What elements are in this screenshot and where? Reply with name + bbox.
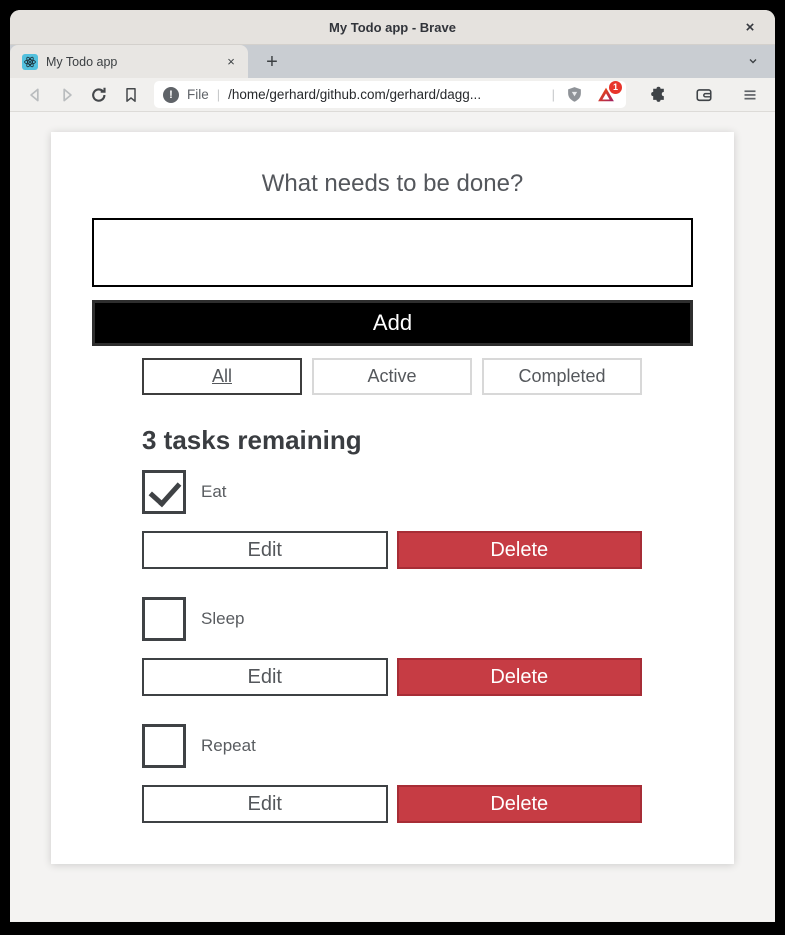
task-checkbox[interactable] bbox=[142, 724, 186, 768]
menu-hamburger-icon[interactable] bbox=[737, 82, 763, 108]
wallet-icon[interactable] bbox=[691, 82, 717, 108]
browser-window bbox=[10, 10, 775, 922]
window-title: My Todo app - Brave bbox=[329, 19, 456, 35]
toolbar-right-icons bbox=[645, 82, 763, 108]
edit-button[interactable]: Edit bbox=[142, 658, 388, 696]
task-row-repeat bbox=[142, 724, 642, 768]
site-info-icon[interactable]: ! bbox=[163, 87, 179, 103]
address-bar[interactable] bbox=[154, 81, 626, 108]
brave-shield-icon[interactable] bbox=[563, 84, 585, 106]
rewards-count-badge: 1 bbox=[609, 81, 622, 94]
new-tab-button[interactable]: + bbox=[266, 50, 278, 73]
tab-title: My Todo app bbox=[46, 54, 118, 69]
todo-app-card bbox=[51, 132, 734, 864]
page-viewport bbox=[10, 112, 775, 921]
tab-search-chevron-icon[interactable] bbox=[743, 51, 763, 71]
task-list-area bbox=[51, 358, 734, 823]
filter-active-button[interactable]: Active bbox=[312, 358, 472, 395]
task-label: Repeat bbox=[201, 736, 256, 755]
delete-button[interactable]: Delete bbox=[397, 531, 643, 569]
brave-rewards-icon[interactable] bbox=[595, 84, 617, 106]
edit-button[interactable]: Edit bbox=[142, 785, 388, 823]
task-checkbox[interactable] bbox=[142, 470, 186, 514]
reload-icon[interactable] bbox=[86, 82, 112, 108]
tab-my-todo-app[interactable] bbox=[10, 45, 248, 78]
window-close-icon[interactable]: × bbox=[745, 18, 755, 36]
extensions-puzzle-icon[interactable] bbox=[645, 82, 671, 108]
filter-completed-button[interactable]: Completed bbox=[482, 358, 642, 395]
title-bar bbox=[10, 10, 775, 45]
tab-strip bbox=[10, 45, 775, 78]
add-task-button[interactable]: Add bbox=[92, 300, 693, 346]
bookmark-icon[interactable] bbox=[118, 82, 144, 108]
delete-button[interactable]: Delete bbox=[397, 785, 643, 823]
task-label: Sleep bbox=[201, 609, 245, 628]
task-actions-eat bbox=[142, 531, 642, 569]
delete-button[interactable]: Delete bbox=[397, 658, 643, 696]
task-row-eat bbox=[142, 470, 642, 514]
forward-icon[interactable] bbox=[54, 82, 80, 108]
url-separator: | bbox=[551, 87, 555, 102]
task-row-sleep bbox=[142, 597, 642, 641]
back-icon[interactable] bbox=[22, 82, 48, 108]
url-separator: | bbox=[216, 87, 221, 102]
task-actions-repeat bbox=[142, 785, 642, 823]
filter-all-button[interactable]: All bbox=[142, 358, 302, 395]
new-task-form bbox=[51, 218, 734, 346]
url-path: /home/gerhard/github.com/gerhard/dagg... bbox=[228, 87, 482, 102]
url-scheme: File bbox=[187, 87, 209, 102]
edit-button[interactable]: Edit bbox=[142, 531, 388, 569]
task-checkbox[interactable] bbox=[142, 597, 186, 641]
filter-buttons bbox=[142, 358, 642, 395]
task-actions-sleep bbox=[142, 658, 642, 696]
tasks-remaining-heading: 3 tasks remaining bbox=[142, 425, 362, 455]
react-icon bbox=[22, 54, 38, 70]
page-title: What needs to be done? bbox=[261, 170, 524, 197]
task-label: Eat bbox=[201, 482, 227, 501]
tab-close-icon[interactable]: × bbox=[227, 54, 235, 69]
browser-toolbar bbox=[10, 78, 775, 112]
new-task-input[interactable] bbox=[92, 218, 693, 287]
